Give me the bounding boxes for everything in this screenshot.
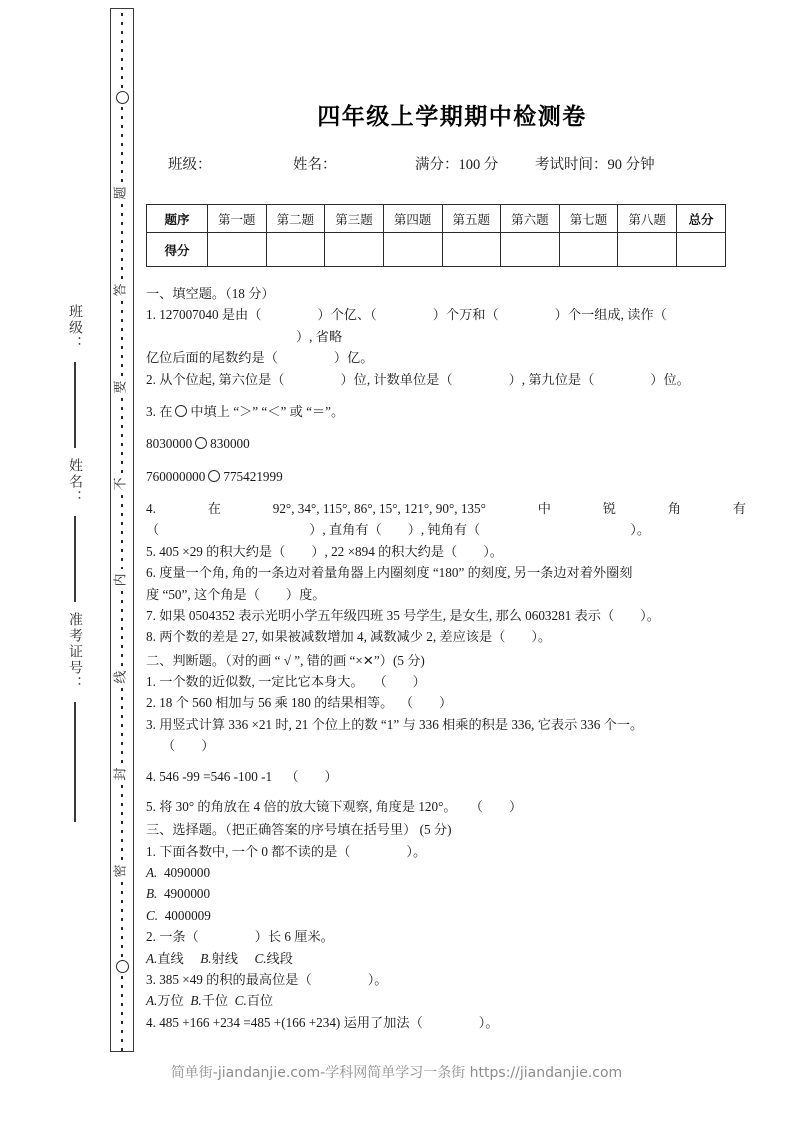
choice-q3-part-b: ）。	[367, 971, 388, 987]
exam-meta-row	[146, 153, 758, 174]
fill-q4-line2-a: （	[146, 522, 160, 538]
dotted-rule-segment	[121, 976, 123, 1051]
choice-q2-part-b: ）长 6 厘米。	[254, 929, 334, 945]
seal-char-1: 答	[113, 283, 129, 297]
dotted-rule-segment	[121, 301, 123, 376]
section-heading-true-false: 二、判断题。（对的画 “ √ ”, 错的画 “×✕”）(5 分)	[146, 652, 425, 668]
table-row-header	[147, 205, 726, 233]
score-cell-5[interactable]	[442, 233, 501, 267]
choice-q3-option-a[interactable]	[146, 993, 184, 1008]
choice-q1-option-a[interactable]	[146, 862, 746, 883]
fill-q3	[146, 401, 746, 422]
seal-char-0: 题	[113, 186, 129, 200]
option-letter: C.	[234, 993, 247, 1009]
compare-left-1: 8030000	[146, 436, 193, 452]
exam-id-label: 准考证号：	[67, 612, 83, 692]
page-title: 四年级上学期期中检测卷	[317, 104, 587, 130]
option-text: 千位	[201, 993, 229, 1009]
tf-q4-text: 4. 546 -99 =546 -100 -1	[146, 768, 273, 784]
fill-q1-part-c: ）个万和（	[432, 307, 499, 323]
score-cell-4[interactable]	[383, 233, 442, 267]
circle-icon	[116, 91, 129, 104]
fill-q4-word-zhong: 中	[537, 501, 551, 516]
tf-q5-text: 5. 将 30° 的角放在 4 倍的放大镜下观察, 角度是 120°。	[146, 798, 457, 814]
tf-q2-paren-close: ）	[439, 695, 453, 711]
score-col-6: 第六题	[501, 205, 560, 233]
fill-q2-part-b: ）位, 计数单位是（	[340, 371, 453, 387]
fill-q4-word-rui: 锐	[602, 501, 616, 516]
option-text: 线段	[266, 950, 293, 966]
meta-class-field: 班级：	[168, 157, 212, 173]
fill-q1-line2-b: ）亿。	[333, 350, 374, 366]
tf-q2-text: 2. 18 个 560 相加与 56 乘 180 的结果相等。	[146, 695, 394, 711]
option-text: 百位	[246, 993, 274, 1009]
class-write-rule	[74, 362, 75, 448]
fill-q1-part-a: 1. 127007040 是由（	[146, 307, 262, 323]
seal-char-4: 内	[113, 573, 129, 587]
fill-q5-part-a: 5. 405 ×29 的积大约是（	[146, 543, 286, 559]
choice-q2-option-b[interactable]	[200, 951, 238, 966]
fill-q8-part-a: 8. 两个数的差是 27, 如果被减数增加 4, 减数减少 2, 差应该是（	[146, 629, 506, 645]
tf-q1	[146, 671, 746, 692]
fill-q1-line2-a: 亿位后面的尾数约是（	[146, 350, 278, 366]
choice-q4	[146, 1012, 746, 1033]
section-heading-fill-in: 一、填空题。（18 分）	[146, 286, 275, 301]
fill-q4-word-you: 有	[732, 501, 746, 516]
tf-q5-paren-close: ）	[508, 798, 523, 814]
tf-q2-paren-open: （	[399, 695, 414, 711]
fill-q8	[146, 626, 746, 647]
circle-icon	[116, 960, 129, 973]
name-label: 姓名：	[67, 458, 83, 506]
option-letter: B.	[200, 950, 212, 966]
sealing-line-band	[110, 8, 134, 1052]
fill-q8-part-b: ）。	[531, 629, 552, 645]
fill-q5	[146, 541, 746, 562]
fill-q6-line2-b: ）度。	[285, 586, 326, 602]
tf-q5-paren-open: （	[469, 798, 483, 814]
fill-q2-part-a: 2. 从个位起, 第六位是（	[146, 371, 285, 387]
score-cell-total[interactable]	[677, 233, 726, 267]
score-col-7: 第七题	[559, 205, 618, 233]
fill-q7-part-a: 7. 如果 0504352 表示光明小学五年级四班 35 号学生, 是女生, 那么 0603281 表示（	[146, 607, 615, 623]
dotted-rule-segment	[121, 882, 123, 957]
tf-q4-paren-close: ）	[324, 768, 338, 784]
table-row-score	[147, 233, 726, 267]
choice-q4-part-b: ）。	[478, 1014, 499, 1030]
dotted-rule-segment	[121, 204, 123, 279]
circle-icon[interactable]	[208, 470, 220, 482]
meta-full-score: 满分：100 分	[415, 157, 499, 173]
choice-q1-option-b[interactable]	[146, 883, 746, 904]
dotted-rule-segment	[121, 688, 123, 763]
option-letter: A.	[146, 865, 158, 880]
fill-q7	[146, 605, 746, 626]
option-letter: B.	[146, 886, 158, 902]
name-write-rule	[74, 516, 75, 602]
fill-q4-line1	[146, 498, 746, 519]
dotted-rule-segment	[121, 107, 123, 182]
fill-q6-line1: 6. 度量一个角, 角的一条边对着量角器上内圈刻度 “180” 的刻度, 另一条边对着外圈刻	[146, 565, 633, 581]
dotted-rule-segment	[121, 785, 123, 860]
tf-q5	[146, 796, 746, 817]
score-col-total: 总分	[677, 205, 726, 233]
fill-q1-part-d: ）个一组成, 读作（	[554, 307, 667, 323]
choice-q3-option-c[interactable]	[235, 993, 273, 1008]
dotted-rule-segment	[121, 398, 123, 473]
fill-q2-part-c: ）, 第九位是（	[508, 371, 595, 387]
score-cell-8[interactable]	[618, 233, 677, 267]
score-table-row-label: 题序	[147, 205, 208, 233]
tf-q1-paren-open: （	[373, 674, 387, 689]
score-cell-7[interactable]	[559, 233, 618, 267]
option-text: 4900000	[163, 886, 211, 902]
section-heading-choice: 三、选择题。（把正确答案的序号填在括号里） (5 分)	[146, 822, 452, 838]
fill-q3-part-a: 3. 在	[146, 403, 173, 419]
choice-q1	[146, 841, 746, 862]
seal-char-2: 要	[113, 380, 129, 394]
fill-q2-part-d: ）位。	[650, 371, 690, 387]
fill-q1-part-b: ）个亿、（	[317, 307, 377, 323]
option-letter: A.	[146, 993, 158, 1009]
choice-q1-option-c[interactable]	[146, 905, 746, 926]
choice-q2-option-c[interactable]	[254, 951, 292, 966]
circle-icon[interactable]	[175, 405, 187, 417]
fill-q4-line2	[146, 519, 746, 540]
exam-id-write-rule	[74, 702, 75, 822]
option-text: 4090000	[163, 865, 211, 880]
fill-q6-line2	[146, 584, 746, 605]
fill-q4-number: 4.	[146, 501, 156, 516]
tf-q4	[146, 766, 746, 787]
score-col-1: 第一题	[208, 205, 267, 233]
footer-watermark: 简单街-jiandanjie.com-学科网简单学习一条街 https://jiandanjie.com	[170, 1065, 623, 1081]
dotted-rule-segment	[121, 13, 123, 88]
option-letter: A.	[146, 950, 158, 966]
choice-q3-part-a: 3. 385 ×49 的积的最高位是（	[146, 971, 312, 987]
score-col-8: 第八题	[618, 205, 677, 233]
fill-q4-line2-c: ）, 钝角有（	[407, 522, 481, 538]
score-cell-1[interactable]	[208, 233, 267, 267]
meta-name-field: 姓名：	[293, 157, 337, 173]
choice-q4-part-a: 4. 485 +166 +234 =485 +(166 +234) 运用了加法（	[146, 1014, 423, 1030]
choice-q3-options	[146, 990, 746, 1011]
score-col-4: 第四题	[383, 205, 442, 233]
fill-q1-part-e: ）, 省略	[296, 328, 343, 344]
choice-q2-part-a: 2. 一条（	[146, 929, 199, 945]
fill-q5-part-c: ）。	[483, 543, 503, 559]
fill-q3-compare-2	[146, 466, 746, 487]
fill-q1-line1	[146, 304, 746, 347]
exam-paper	[146, 0, 758, 1122]
tf-q3-line2	[146, 735, 746, 756]
fill-q7-part-b: ）。	[640, 607, 660, 623]
option-text: 射线	[211, 950, 238, 966]
fill-q4-word-jiao: 角	[667, 501, 681, 516]
fill-q4-line2-d: ）。	[630, 522, 651, 538]
tf-q4-paren-open: （	[285, 768, 299, 784]
option-text: 直线	[157, 950, 184, 966]
choice-q1-part-a: 1. 下面各数中, 一个 0 都不读的是（	[146, 843, 351, 859]
meta-exam-time: 考试时间：90 分钟	[535, 157, 655, 173]
score-col-3: 第三题	[325, 205, 384, 233]
option-letter: C.	[254, 950, 267, 966]
fill-q1-line2	[146, 347, 746, 368]
option-letter: C.	[146, 907, 159, 923]
circle-icon[interactable]	[195, 437, 207, 449]
score-cell-6[interactable]	[501, 233, 560, 267]
choice-q1-part-b: ）。	[406, 843, 427, 859]
fill-q2	[146, 369, 746, 390]
fill-q4-word-zai: 在	[207, 501, 221, 516]
choice-q3-option-b[interactable]	[190, 993, 228, 1008]
compare-right-2: 775421999	[223, 468, 283, 484]
student-info-column	[52, 300, 98, 940]
seal-char-5: 线	[113, 670, 129, 684]
tf-q1-text: 1. 一个数的近似数, 一定比它本身大。	[146, 674, 364, 689]
fill-q4-angle-list: 92°, 34°, 115°, 86°, 15°, 121°, 90°, 135°	[272, 501, 486, 516]
tf-q3-line1: 3. 用竖式计算 336 ×21 时, 21 个位上的数 “1” 与 336 相乘的积是 336, 它表示 336 个一。	[146, 716, 644, 732]
score-col-5: 第五题	[442, 205, 501, 233]
tf-q3-paren-open: （	[162, 738, 176, 754]
option-text: 万位	[157, 993, 184, 1009]
tf-q1-paren-close: ）	[412, 674, 426, 689]
score-table	[146, 204, 726, 267]
score-col-2: 第二题	[266, 205, 325, 233]
score-cell-2[interactable]	[266, 233, 325, 267]
seal-char-3: 不	[113, 477, 129, 491]
option-text: 4000009	[164, 907, 211, 923]
dotted-rule-segment	[121, 591, 123, 666]
question-content	[146, 283, 746, 1033]
option-letter: B.	[190, 993, 202, 1009]
score-table-score-label: 得分	[147, 233, 208, 267]
score-cell-3[interactable]	[325, 233, 384, 267]
compare-right-1: 830000	[210, 436, 250, 452]
choice-q2	[146, 926, 746, 947]
fill-q6-line2-a: 度 “50”, 这个角是（	[146, 586, 260, 602]
fill-q3-part-b: 中填上 “＞” “＜” 或 “＝”。	[190, 403, 345, 419]
choice-q2-options	[146, 948, 746, 969]
fill-q5-part-b: ）, 22 ×894 的积大约是（	[311, 543, 458, 559]
class-label: 班级：	[67, 304, 83, 352]
fill-q3-compare-1	[146, 433, 746, 454]
fill-q4-line2-b: ）, 直角有（	[309, 522, 382, 538]
choice-q3	[146, 969, 746, 990]
seal-char-6: 封	[113, 767, 129, 781]
dotted-rule-segment	[121, 495, 123, 570]
tf-q2	[146, 692, 746, 713]
seal-char-7: 密	[113, 864, 129, 878]
tf-q3-paren-close: ）	[201, 738, 215, 754]
choice-q2-option-a[interactable]	[146, 951, 184, 966]
compare-left-2: 760000000	[146, 468, 206, 484]
